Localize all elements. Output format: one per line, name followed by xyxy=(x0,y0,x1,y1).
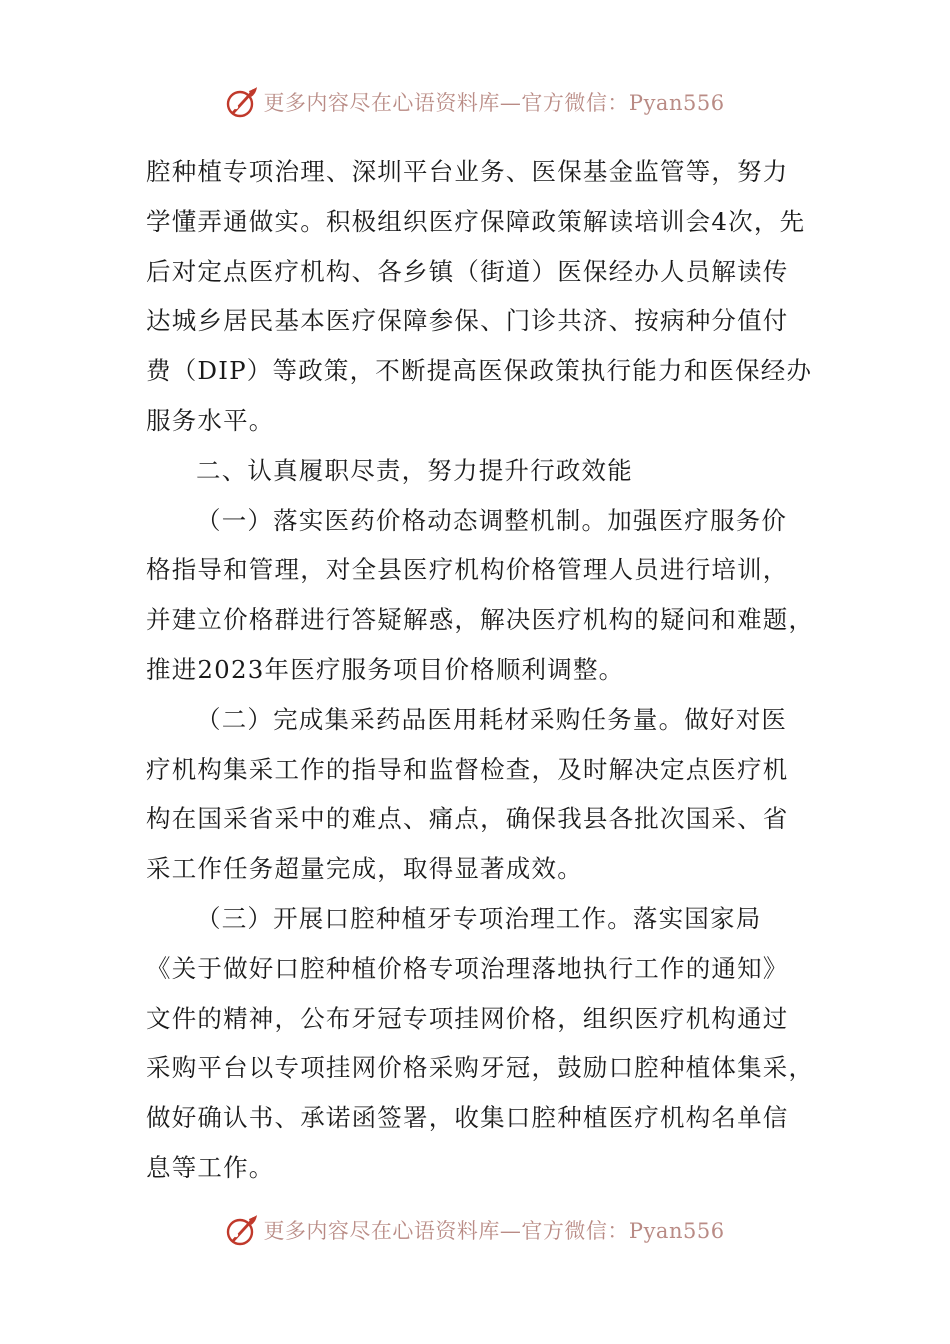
text-line: 做好确认书、承诺函签署，收集口腔种植医疗机构名单信 xyxy=(146,1103,789,1133)
text-line: 推进2023年医疗服务项目价格顺利调整。 xyxy=(146,654,625,684)
footer-banner-text: 更多内容尽在心语资料库—官方微信：Pyan556 xyxy=(263,1219,725,1243)
quill-pen-logo-icon xyxy=(225,1213,259,1247)
text-line: 构在国采省采中的难点、痛点，确保我县各批次国采、省 xyxy=(146,804,789,834)
text-line: 服务水平。 xyxy=(146,405,275,435)
header-banner xyxy=(0,82,950,122)
document-body xyxy=(146,147,816,1193)
text-line: （一）落实医药价格动态调整机制。加强医疗服务价 xyxy=(196,505,788,535)
footer-banner xyxy=(0,1210,950,1250)
text-line: 达城乡居民基本医疗保障参保、门诊共济、按病种分值付 xyxy=(146,306,789,336)
text-line: 格指导和管理，对全县医疗机构价格管理人员进行培训， xyxy=(146,555,789,585)
text-line: 采工作任务超量完成，取得显著成效。 xyxy=(146,854,583,884)
text-line: （二）完成集采药品医用耗材采购任务量。做好对医 xyxy=(196,704,788,734)
text-line: 《关于做好口腔种植价格专项治理落地执行工作的通知》 xyxy=(146,953,789,983)
text-line: 腔种植专项治理、深圳平台业务、医保基金监管等，努力 xyxy=(146,157,789,186)
text-line: 费（DIP）等政策，不断提高医保政策执行能力和医保经办 xyxy=(146,356,813,386)
heading-text: 二、认真履职尽责，努力提升行政效能 xyxy=(196,455,633,485)
text-line: 文件的精神，公布牙冠专项挂网价格，组织医疗机构通过 xyxy=(146,1003,789,1033)
paragraph-item-3 xyxy=(146,894,816,1193)
text-line: 疗机构集采工作的指导和监督检查，及时解决定点医疗机 xyxy=(146,754,789,784)
text-line: （三）开展口腔种植牙专项治理工作。落实国家局 xyxy=(196,903,762,933)
paragraph-item-2 xyxy=(146,695,816,894)
paragraph-item-1 xyxy=(146,496,816,695)
section-heading xyxy=(146,446,816,496)
text-line: 采购平台以专项挂网价格采购牙冠，鼓励口腔种植体集采， xyxy=(146,1053,815,1083)
text-line: 学懂弄通做实。积极组织医疗保障政策解读培训会4次，先 xyxy=(146,206,806,236)
header-banner-text: 更多内容尽在心语资料库—官方微信：Pyan556 xyxy=(263,91,725,115)
paragraph-continuation xyxy=(146,147,816,446)
quill-pen-logo-icon xyxy=(225,85,259,119)
text-line: 并建立价格群进行答疑解惑，解决医疗机构的疑问和难题， xyxy=(146,605,815,635)
text-line: 息等工作。 xyxy=(146,1152,275,1182)
text-line: 后对定点医疗机构、各乡镇（街道）医保经办人员解读传 xyxy=(146,256,789,286)
